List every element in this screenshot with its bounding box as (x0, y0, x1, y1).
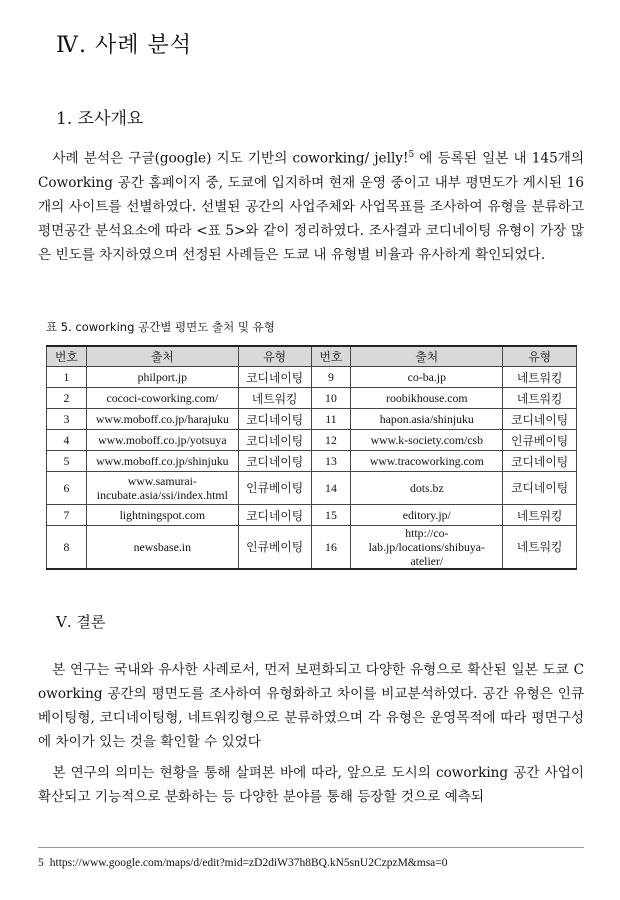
header-type: 유형 (238, 346, 311, 367)
source-cell: roobikhouse.com (351, 388, 503, 409)
intro-paragraph (38, 143, 584, 267)
table-row (47, 526, 577, 570)
type-cell: 네트워킹 (503, 526, 577, 570)
table-row (47, 505, 577, 526)
table-row (47, 367, 577, 388)
row-number: 5 (47, 451, 87, 472)
row-number: 7 (47, 505, 87, 526)
row-number: 6 (47, 472, 87, 505)
row-number: 10 (311, 388, 351, 409)
coworking-source-table (46, 345, 577, 570)
footnote-ref[interactable]: 5 (408, 150, 415, 160)
header-no: 번호 (47, 346, 87, 367)
subsection-title: 1. 조사개요 (56, 109, 144, 129)
source-cell: www.samurai-incubate.asia/ssi/index.html (86, 472, 238, 505)
conclusion-text-2: 본 연구의 의미는 현황을 통해 살펴본 바에 따라, 앞으로 도시의 coworking 공간 사업이 확산되고 기능적으로 분화하는 등 다양한 분야를 통해 등장할 것으로 예측되 (38, 765, 584, 805)
source-cell: www.k-society.com/csb (351, 430, 503, 451)
table-row (47, 409, 577, 430)
type-cell: 네트워킹 (503, 388, 577, 409)
type-cell: 코디네이팅 (503, 409, 577, 430)
source-cell: cococi-coworking.com/ (86, 388, 238, 409)
conclusion-text-1: 본 연구는 국내와 유사한 사례로서, 먼저 보편화되고 다양한 유형으로 확산된 일본 도쿄 Coworking 공간의 평면도를 조사하여 유형화하고 차이를 비교분석하였다. 공간 유형은 인큐베이팅형, 코디네이팅형, 네트워킹형으로 분류하였으며 각 유형은 운영목적에 따라 평면구성에 차이가 있는 것을 확인할 수 있었다 (38, 662, 584, 750)
row-number: 4 (47, 430, 87, 451)
table-header-row (47, 346, 577, 367)
row-number: 1 (47, 367, 87, 388)
table-row (47, 430, 577, 451)
type-cell: 코디네이팅 (238, 409, 311, 430)
footnote-link[interactable]: https://www.google.com/maps/d/edit?mid=zD2diW37h8BQ.kN5snU2CzpzM&msa=0 (49, 857, 448, 869)
row-number: 9 (311, 367, 351, 388)
conclusion-paragraph-2 (38, 761, 584, 809)
source-cell: philport.jp (86, 367, 238, 388)
type-cell: 코디네이팅 (238, 367, 311, 388)
source-cell: hapon.asia/shinjuku (351, 409, 503, 430)
conclusion-paragraph-1 (38, 658, 584, 754)
source-cell: www.moboff.co.jp/shinjuku (86, 451, 238, 472)
type-cell: 네트워킹 (503, 367, 577, 388)
table-row (47, 472, 577, 505)
row-number: 8 (47, 526, 87, 570)
type-cell: 네트워킹 (238, 388, 311, 409)
source-cell: co-ba.jp (351, 367, 503, 388)
row-number: 11 (311, 409, 351, 430)
source-cell: www.moboff.co.jp/harajuku (86, 409, 238, 430)
conclusion-title: Ⅴ. 결론 (56, 613, 106, 631)
type-cell: 인큐베이팅 (238, 472, 311, 505)
type-cell: 코디네이팅 (238, 430, 311, 451)
type-cell: 코디네이팅 (503, 451, 577, 472)
footnote (38, 857, 448, 869)
type-cell: 코디네이팅 (503, 472, 577, 505)
row-number: 12 (311, 430, 351, 451)
source-cell: dots.bz (351, 472, 503, 505)
row-number: 15 (311, 505, 351, 526)
source-cell: editory.jp/ (351, 505, 503, 526)
row-number: 14 (311, 472, 351, 505)
row-number: 3 (47, 409, 87, 430)
intro-text-start: 사례 분석은 구글(google) 지도 기반의 coworking/ jelly! (52, 150, 409, 167)
table-row (47, 388, 577, 409)
table-caption: 표 5. coworking 공간별 평면도 출처 및 유형 (46, 320, 275, 334)
source-cell: newsbase.in (86, 526, 238, 570)
type-cell: 인큐베이팅 (238, 526, 311, 570)
header-source: 출처 (351, 346, 503, 367)
source-cell: www.tracoworking.com (351, 451, 503, 472)
header-no: 번호 (311, 346, 351, 367)
section-title: Ⅳ. 사례 분석 (56, 33, 192, 58)
header-type: 유형 (503, 346, 577, 367)
source-cell: www.moboff.co.jp/yotsuya (86, 430, 238, 451)
type-cell: 코디네이팅 (238, 505, 311, 526)
header-source: 출처 (86, 346, 238, 367)
table-row (47, 451, 577, 472)
row-number: 2 (47, 388, 87, 409)
type-cell: 코디네이팅 (238, 451, 311, 472)
type-cell: 네트워킹 (503, 505, 577, 526)
row-number: 16 (311, 526, 351, 570)
source-cell: http://co-lab.jp/locations/shibuya-atelier/ (351, 526, 503, 570)
footnote-number: 5 (38, 857, 44, 869)
footnote-divider (38, 847, 584, 848)
row-number: 13 (311, 451, 351, 472)
source-cell: lightningspot.com (86, 505, 238, 526)
type-cell: 인큐베이팅 (503, 430, 577, 451)
intro-text-end: 에 등록된 일본 내 145개의 Coworking 공간 홈페이지 중, 도쿄에 입지하며 현재 운영 중이고 내부 평면도가 게시된 16개의 사이트를 선별하였다. 선별된 공간의 사업주체와 사업목표를 조사하여 유형을 분류하고 평면공간 분석요소에 따라 <표 5>와 같이 정리하였다. 조사결과 코디네이팅 유형이 가장 많은 빈도를 차지하였으며 선정된 사례들은 도쿄 내 유형별 비율과 유사하게 확인되었다. (38, 150, 584, 263)
